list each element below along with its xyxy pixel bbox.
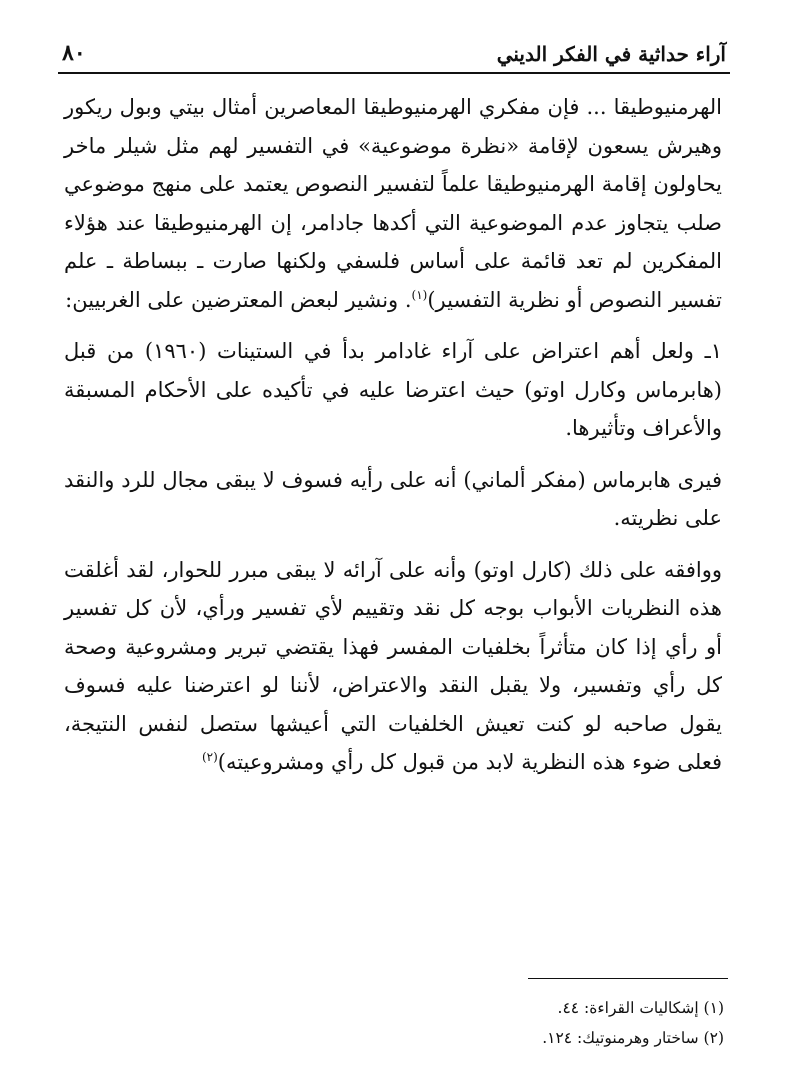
footnote-ref-2: (٢) bbox=[201, 750, 218, 764]
paragraph-4-text: ووافقه على ذلك (كارل اوتو) وأنه على آرائه لا يبقى مبرر للحوار، لقد أغلقت هذه النظريات الأبواب بوجه كل نقد وتقييم لأي تفسير ورأي، لأن كل تفسير أو رأي إذا كان متأثراً بخلفيات المفسر فهذا يقتضي تبرير ومشروعية وصحة كل رأي وتفسير، ولا يقبل النقد والاعتراض، لأننا لو اعترضنا عليه فسوف يقول صاحبه لو كنت تعيش الخلفيات التي أعيشها ستصل لنفس النتيجة، فعلى ضوء هذه النظرية لابد من قبول كل رأي ومشروعيته) bbox=[64, 557, 722, 774]
paragraph-1-tail: . ونشير لبعض المعترضين على الغربيين: bbox=[65, 287, 412, 312]
header-rule bbox=[58, 72, 730, 74]
footnote-1: (١) إشكاليات القراءة: ٤٤. bbox=[557, 999, 724, 1017]
footnote-ref-1: (١) bbox=[411, 287, 428, 302]
footnote-rule bbox=[528, 978, 728, 979]
paragraph-2: ١ـ ولعل أهم اعتراض على آراء غادامر بدأ في الستينات (١٩٦٠) من قبل (هابرماس وكارل اوتو) حيث اعترضا عليه في تأكيده على الأحكام المسبقة والأعراف وتأثيرها. bbox=[64, 339, 722, 440]
paragraph-3: فيرى هابرماس (مفكر ألماني) أنه على رأيه فسوف لا يبقى مجال للرد والنقد على نظريته. bbox=[64, 467, 722, 530]
page-header bbox=[62, 26, 726, 66]
page-number: ٨٠ bbox=[62, 40, 86, 66]
body-text bbox=[64, 88, 722, 795]
footnote-2: (٢) ساختار وهرمنوتيك: ١٢٤. bbox=[542, 1029, 724, 1047]
paragraph-1 bbox=[64, 88, 722, 319]
paragraph-4 bbox=[64, 551, 722, 782]
paragraph-1-text: الهرمنيوطيقا ... فإن مفكري الهرمنيوطيقا المعاصرين أمثال بيتي وبول ريكور وهيرش يسعون لإقامة «نظرة موضوعية» في التفسير لهم مثل شيلر ماخر يحاولون إقامة الهرمنيوطيقا علماً لتفسير النصوص يعتمد على منهج موضوعي صلب يتجاوز عدم الموضوعية التي أكدها جادامر، إن الهرمنيوطيقا عند هؤلاء المفكرين لم تعد قائمة على أساس فلسفي ولكنها صارت ـ ببساطة ـ علم تفسير النصوص أو نظرية التفسير) bbox=[64, 95, 722, 312]
running-title: آراء حداثية في الفكر الديني bbox=[496, 42, 726, 66]
footnotes bbox=[300, 993, 724, 1053]
